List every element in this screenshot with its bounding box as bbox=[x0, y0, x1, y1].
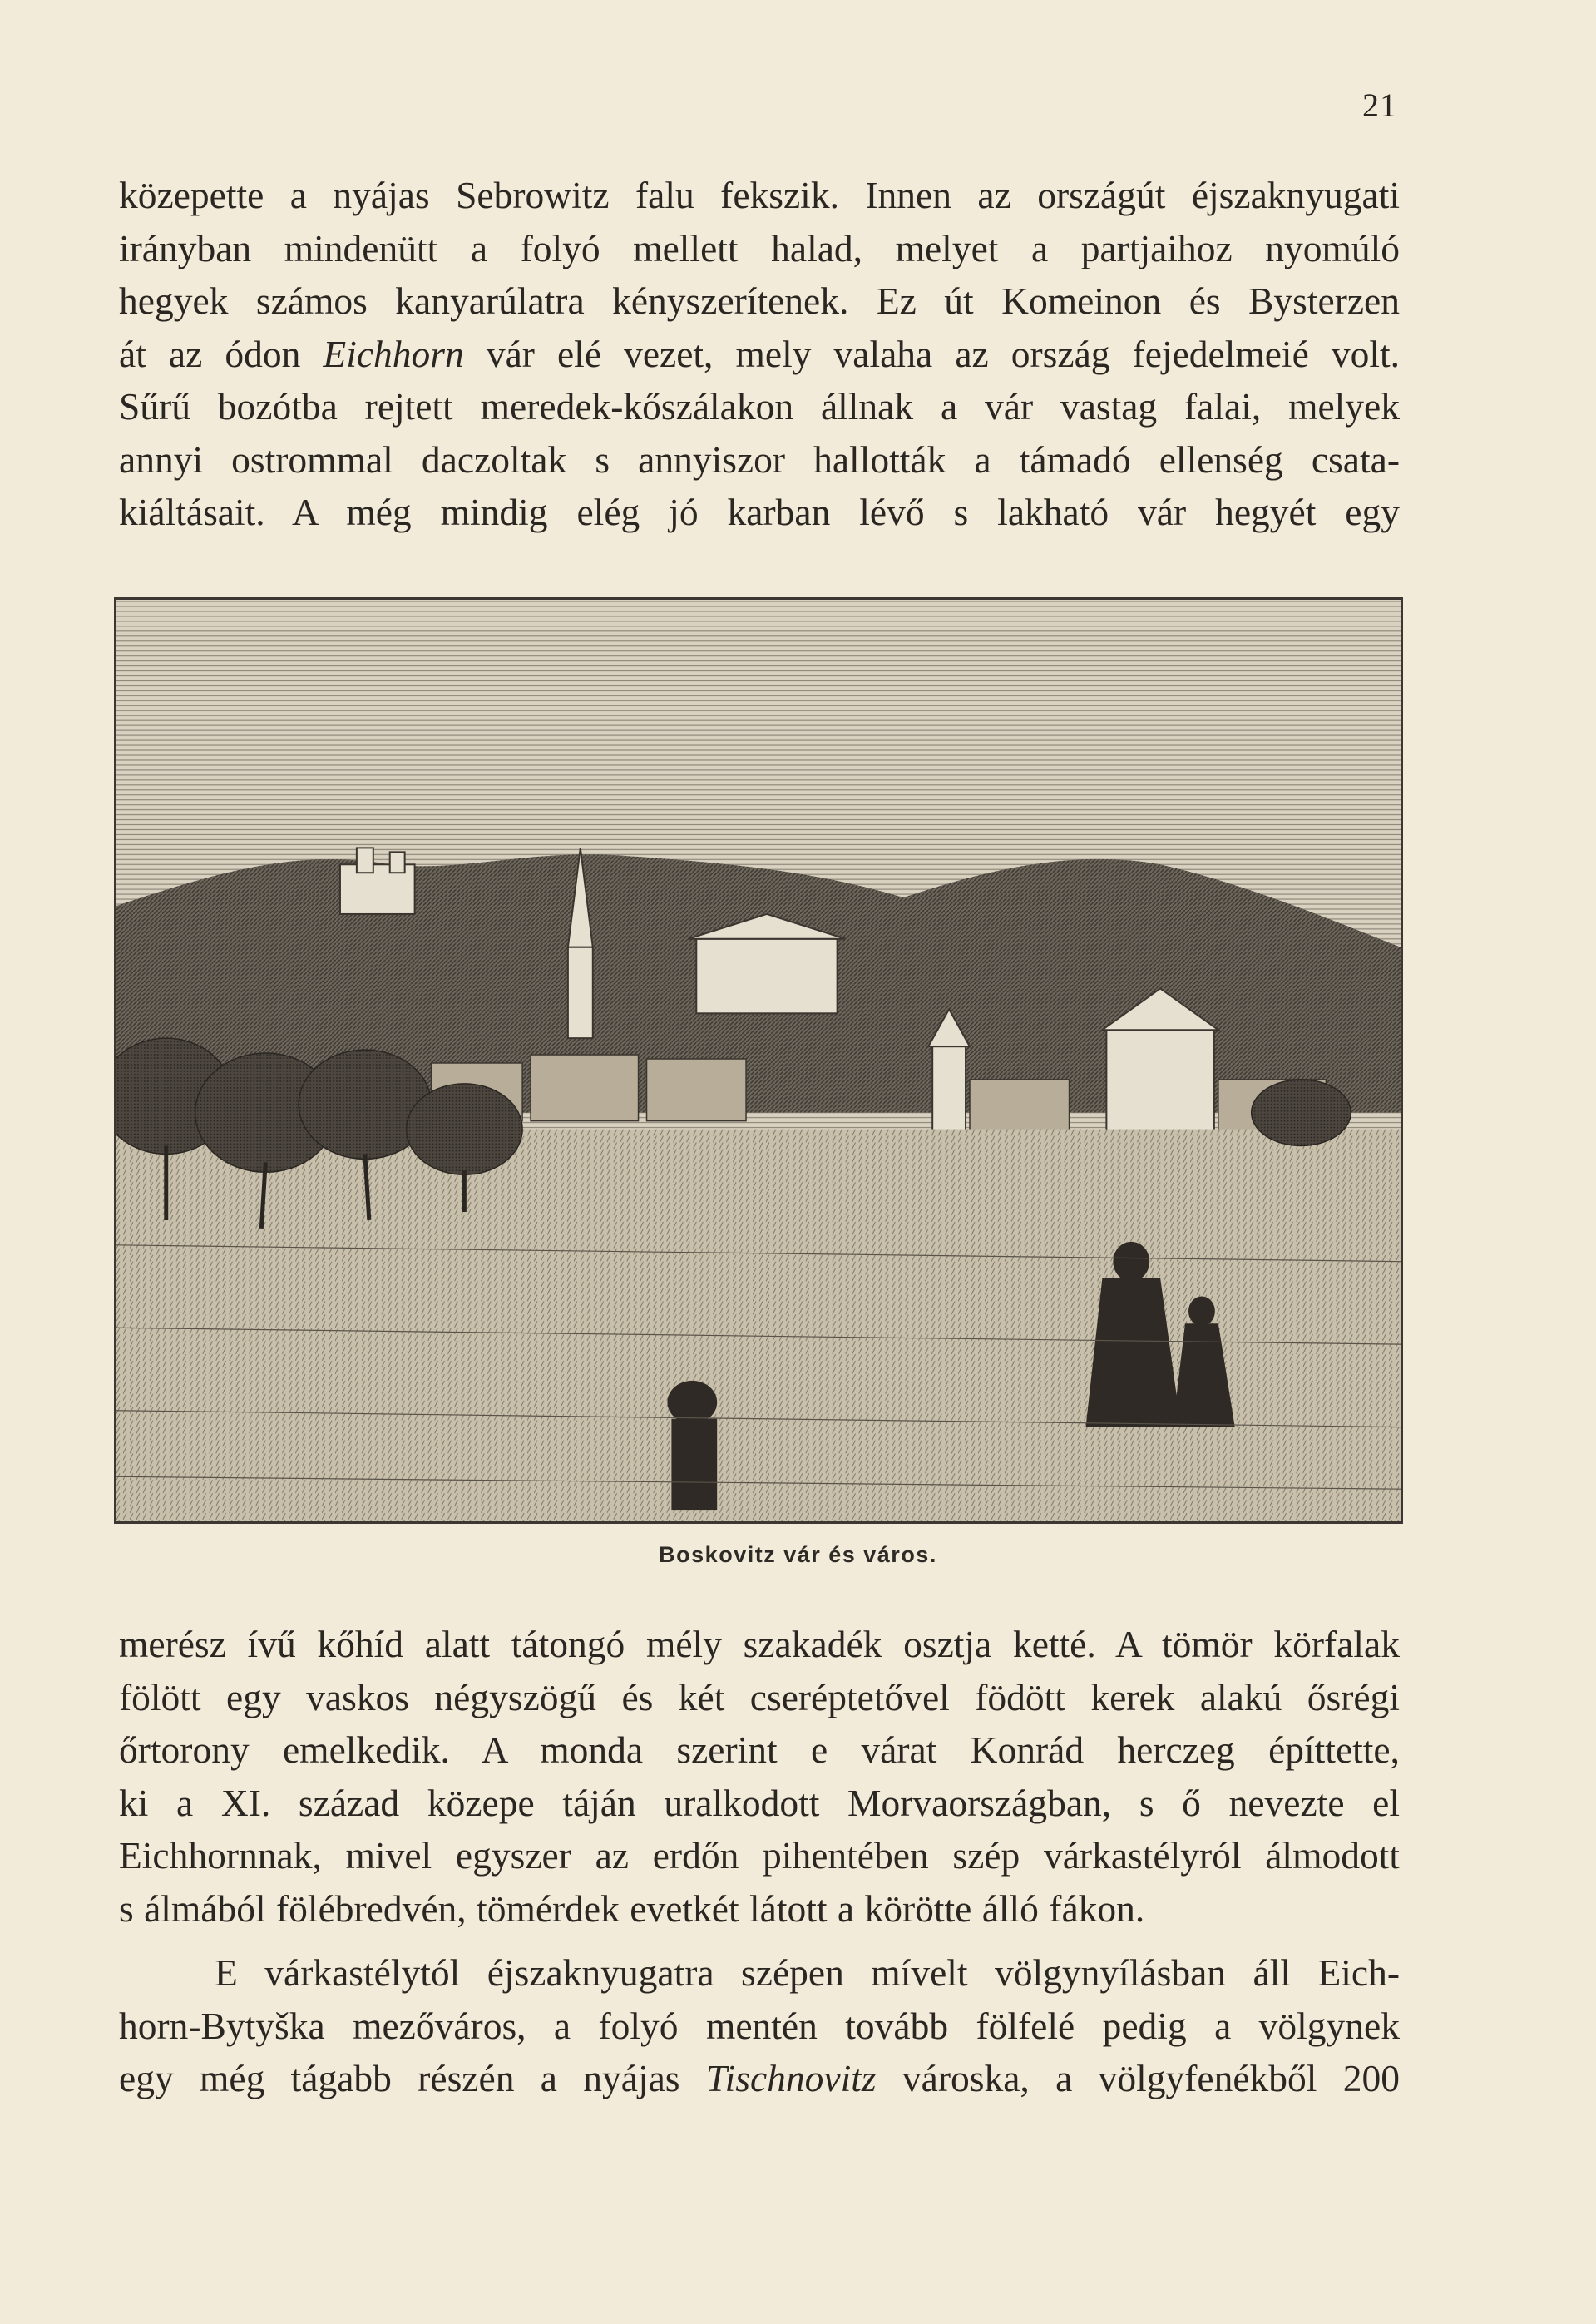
text-line: horn-Bytyška mezőváros, a folyó mentén tovább fölfelé pedig a völgynek bbox=[119, 2004, 1400, 2047]
engraving-figure bbox=[114, 597, 1403, 1524]
text-segment: városka, a völgyfenékből 200 bbox=[876, 2057, 1400, 2099]
engraving-illustration bbox=[116, 600, 1401, 1521]
text-line: s álmából fölébredvén, tömérdek evetkét látott a körötte álló fákon. bbox=[119, 1886, 1145, 1930]
text-line: közepette a nyájas Sebrowitz falu fekszik. Innen az országút éjszaknyugati bbox=[119, 174, 1400, 216]
text-line: hegyek számos kanyarúlatra kényszerítenek. Ez út Komeinon és Bysterzen bbox=[119, 279, 1400, 322]
text-line: irányban mindenütt a folyó mellett halad, melyet a partjaihoz nyomúló bbox=[119, 226, 1400, 269]
text-line: merész ívű kőhíd alatt tátongó mély szakadék osztja ketté. A tömör körfalak bbox=[119, 1623, 1400, 1665]
text-line: Eichhornnak, mivel egyszer az erdőn pihentében szép várkastélyról álmodott bbox=[119, 1834, 1400, 1877]
text-line: ki a XI. század közepe táján uralkodott Morvaországban, s ő nevezte el bbox=[119, 1781, 1400, 1824]
paragraph-3 bbox=[119, 1946, 1400, 2105]
text-segment: vár elé vezet, mely valaha az ország fejedelmeié volt. bbox=[463, 332, 1400, 375]
text-line: őrtorony emelkedik. A monda szerint e várat Konrád herczeg építtette, bbox=[119, 1728, 1400, 1771]
place-name-eichhorn: Eichhorn bbox=[323, 332, 464, 375]
figure-caption: Boskovitz vár és város. bbox=[659, 1542, 937, 1567]
text-line: annyi ostrommal daczoltak s annyiszor hallották a támadó ellenség csata- bbox=[119, 438, 1400, 481]
text-segment: át az ódon bbox=[119, 332, 324, 375]
place-name-tischnovitz: Tischnovitz bbox=[705, 2057, 877, 2099]
text-line: kiáltásait. A még mindig elég jó karban lévő s lakható vár hegyét egy bbox=[119, 491, 1400, 533]
text-line: Sűrű bozótba rejtett meredek-kőszálakon állnak a vár vastag falai, melyek bbox=[119, 385, 1400, 428]
page-number: 21 bbox=[1362, 87, 1397, 124]
paragraph-2 bbox=[119, 1618, 1400, 1935]
text-segment: egy még tágabb részén a nyájas bbox=[119, 2057, 706, 2099]
text-line: E várkastélytól éjszaknyugatra szépen mívelt völgynyílásban áll Eich- bbox=[215, 1951, 1400, 1994]
paragraph-1 bbox=[119, 169, 1400, 539]
text-line: fölött egy vaskos négyszögű és két cseréptetővel födött kerek alakú ősrégi bbox=[119, 1675, 1400, 1718]
text-line bbox=[119, 328, 1400, 381]
text-line bbox=[119, 2052, 1400, 2105]
